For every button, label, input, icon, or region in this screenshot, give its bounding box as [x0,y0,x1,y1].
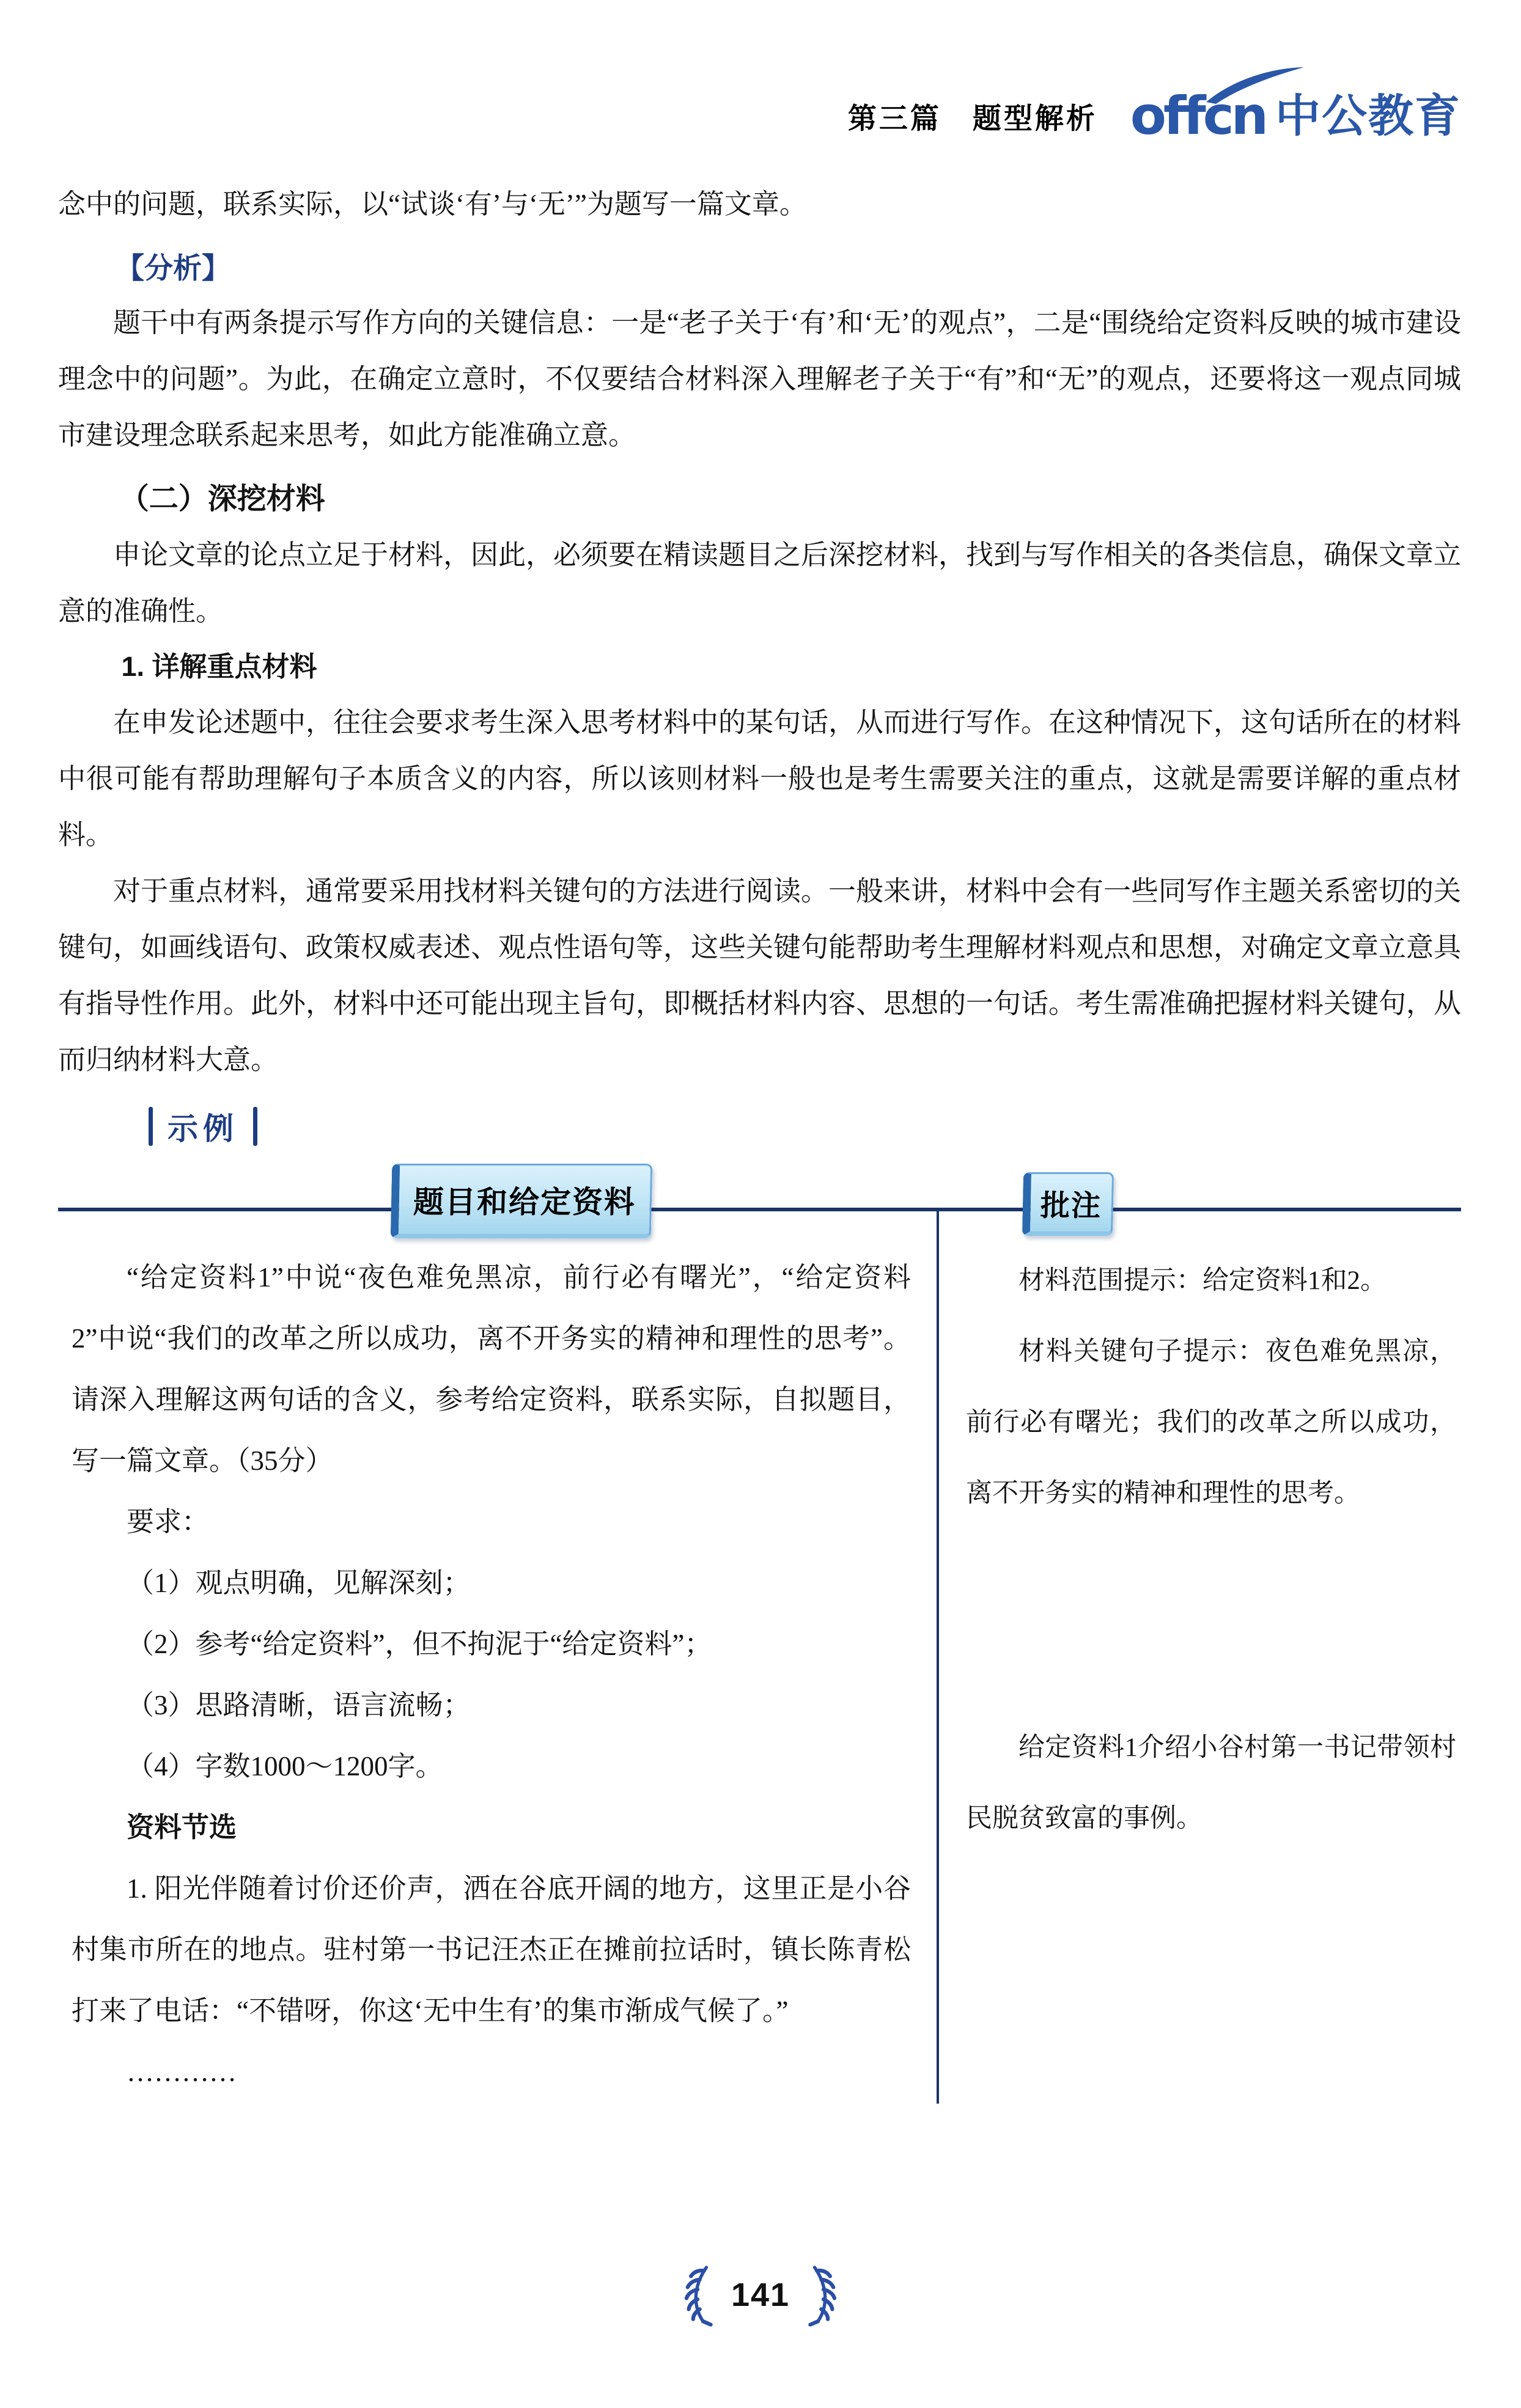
example-marker-right-bar [253,1107,257,1146]
example-marker-left-bar [149,1107,153,1146]
excerpt-paragraph: 1. 阳光伴随着讨价还价声，洒在谷底开阔的地方，这里正是小谷村集市所在的地点。驻村第一书记汪杰正在摊前拉话时，镇长陈青松打来了电话：“不错呀，你这‘无中生有’的集市渐成气候了。” [72,1873,911,2026]
logo-chinese-text: 中公教育 [1275,90,1461,141]
laurel-left-icon [681,2260,714,2330]
annotation-note-2: 材料关键句子提示：夜色难免黑凉，前行必有曙光；我们的改革之所以成功，离不开务实的精神和理性的思考。 [966,1337,1456,1508]
question-column [58,1211,937,2104]
requirement-item-3: （3）思路清晰，语言流畅； [127,1690,471,1720]
requirement-item-1: （1）观点明确，见解深刻； [127,1568,471,1598]
sub-heading: 1. 详解重点材料 [121,651,317,682]
requirement-item-2: （2）参考“给定资料”，但不拘泥于“给定资料”； [127,1629,712,1659]
example-marker-label: 示例 [168,1112,238,1146]
table-columns [58,1211,1461,2104]
table-header-annotation-label: 批注 [1040,1189,1102,1222]
chapter-title: 第三篇 题型解析 [847,101,1097,134]
excerpt-label: 资料节选 [127,1812,237,1843]
example-table [58,1185,1461,2104]
detail-paragraph-1: 在申发论述题中，往往会要求考生深入思考材料中的某句话，从而进行写作。在这种情况下，这句话所在的材料中很可能有帮助理解句子本质含义的内容，所以该则材料一般也是考生需要关注的重点，这就是需要详解的重点材料。 [58,707,1462,850]
laurel-right-icon [807,2260,840,2330]
analysis-label: 【分析】 [116,252,230,284]
section-lead-paragraph: 申论文章的论点立足于材料，因此，必须要在精读题目之后深挖材料，找到与写作相关的各类信息，确保文章立意的准确性。 [58,540,1462,626]
page-footer [0,2260,1521,2330]
page-number: 141 [731,2277,790,2313]
logo-latin-text: offcn [1130,86,1265,147]
detail-paragraph-2: 对于重点材料，通常要采用找材料关键句的方法进行阅读。一般来讲，材料中会有一些同写作主题关系密切的关键句，如画线语句、政策权威表述、观点性语句等，这些关键句能帮助考生理解材料观点和思想，对确定文章立意具有指导性作用。此外，材料中还可能出现主旨句，即概括材料内容、思想的一句话。考生需准确把握材料关键句，从而归纳材料大意。 [58,876,1462,1075]
page-header [58,0,1461,147]
table-header-question-label: 题目和给定资料 [413,1185,636,1219]
requirements-label: 要求： [127,1507,210,1537]
logo-swoosh-icon [1202,67,1306,105]
question-paragraph: “给定资料1”中说“夜色难免黑凉，前行必有曙光”，“给定资料2”中说“我们的改革之所以成功，离不开务实的精神和理性的思考”。请深入理解这两句话的含义，参考给定资料，联系实际，自拟题目，写一篇文章。（35分） [72,1262,911,1476]
example-marker [149,1106,1461,1147]
annotation-column [937,1211,1461,2104]
section-heading: （二）深挖材料 [119,483,325,515]
offcn-logo [1130,86,1461,147]
excerpt-ellipsis: ………… [127,2057,237,2087]
annotation-note-3: 给定资料1介绍小谷村第一书记带领村民脱贫致富的事例。 [966,1733,1456,1833]
analysis-paragraph: 题干中有两条提示写作方向的关键信息：一是“老子关于‘有’和‘无’的观点”，二是“围绕给定资料反映的城市建设理念中的问题”。为此，在确定立意时，不仅要结合材料深入理解老子关于“有”和“无”的观点，还要将这一观点同城市建设理念联系起来思考，如此方能准确立意。 [58,307,1461,450]
requirement-item-4: （4）字数1000～1200字。 [127,1751,443,1782]
paragraph-continuation: 念中的问题，联系实际，以“试谈‘有’与‘无’”为题写一篇文章。 [58,189,807,219]
table-header-question-tab [391,1164,653,1238]
table-header-annotation-tab [1022,1172,1114,1236]
annotation-note-1: 材料范围提示：给定资料1和2。 [1018,1266,1387,1295]
